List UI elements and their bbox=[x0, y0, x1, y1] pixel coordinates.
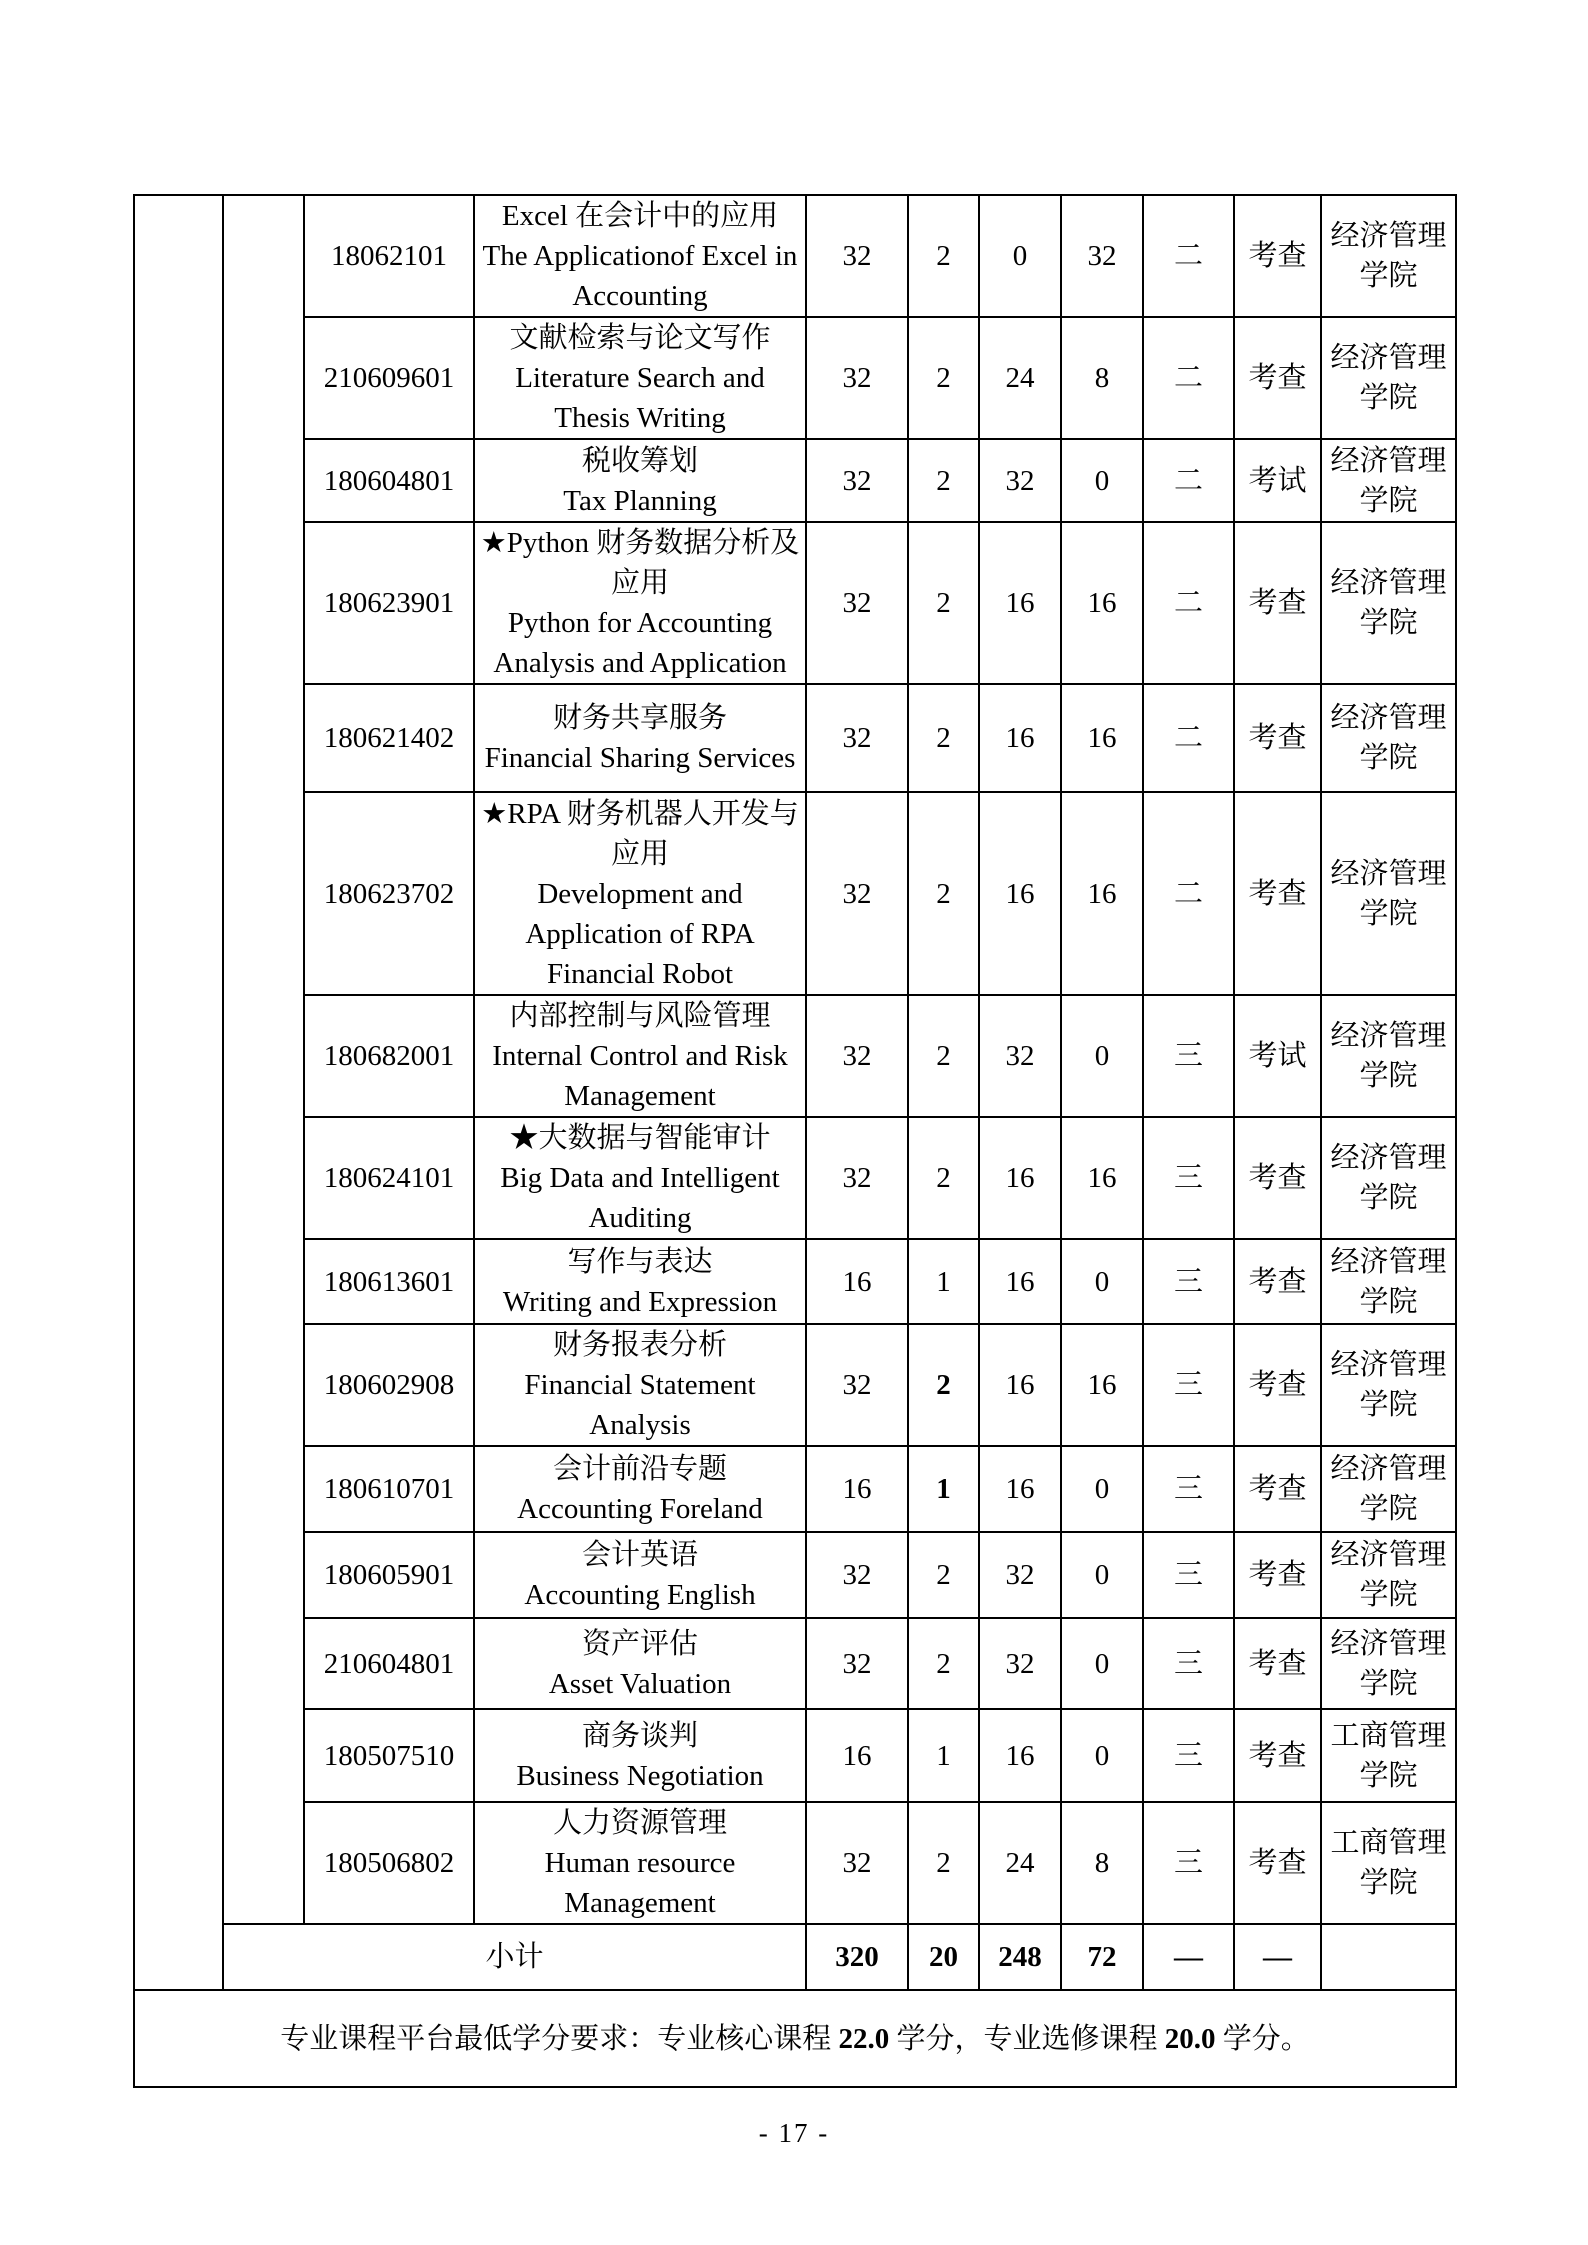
course-name-en: The Applicationof Excel in Accounting bbox=[482, 240, 798, 312]
semester: 三 bbox=[1143, 1239, 1234, 1324]
credits: 1 bbox=[908, 1709, 979, 1802]
course-code: 210609601 bbox=[304, 317, 474, 439]
semester: 三 bbox=[1143, 1709, 1234, 1802]
course-row bbox=[134, 195, 1456, 317]
semester: 三 bbox=[1143, 1117, 1234, 1239]
semester: 三 bbox=[1143, 1324, 1234, 1446]
course-name-en: Financial Sharing Services bbox=[484, 742, 796, 774]
department: 经济管理学院 bbox=[1321, 195, 1456, 317]
course-name-en: Human resource Management bbox=[544, 1847, 736, 1919]
course-name bbox=[474, 1239, 806, 1324]
practice-hours: 8 bbox=[1061, 317, 1143, 439]
assessment-type: 考查 bbox=[1234, 1709, 1321, 1802]
credits: 2 bbox=[908, 439, 979, 522]
course-name-zh: ★Python 财务数据分析及应用 bbox=[480, 527, 800, 599]
lecture-hours: 16 bbox=[979, 1239, 1061, 1324]
practice-hours: 16 bbox=[1061, 522, 1143, 684]
semester: 二 bbox=[1143, 439, 1234, 522]
subtotal-practice-hours: 72 bbox=[1061, 1924, 1143, 1990]
total-hours: 32 bbox=[806, 792, 908, 995]
course-name-en: Python for Accounting Analysis and Application bbox=[493, 607, 787, 679]
semester: 二 bbox=[1143, 792, 1234, 995]
category-cell bbox=[134, 195, 223, 1990]
credits: 2 bbox=[908, 1532, 979, 1618]
practice-hours: 0 bbox=[1061, 1618, 1143, 1709]
department: 经济管理学院 bbox=[1321, 1117, 1456, 1239]
semester: 二 bbox=[1143, 522, 1234, 684]
credits: 2 bbox=[908, 684, 979, 792]
total-hours: 32 bbox=[806, 1618, 908, 1709]
lecture-hours: 16 bbox=[979, 1446, 1061, 1532]
course-name bbox=[474, 439, 806, 522]
semester: 三 bbox=[1143, 1446, 1234, 1532]
course-name-zh: 财务共享服务 bbox=[552, 702, 727, 734]
note-text-segment: 学分，专业选修课程 bbox=[889, 2022, 1165, 2055]
course-name bbox=[474, 1802, 806, 1924]
semester: 三 bbox=[1143, 1532, 1234, 1618]
department: 经济管理学院 bbox=[1321, 1446, 1456, 1532]
credits: 2 bbox=[908, 1324, 979, 1446]
course-code: 180604801 bbox=[304, 439, 474, 522]
course-code: 180602908 bbox=[304, 1324, 474, 1446]
lecture-hours: 16 bbox=[979, 792, 1061, 995]
subtotal-assessment-dash: — bbox=[1234, 1924, 1321, 1990]
lecture-hours: 0 bbox=[979, 195, 1061, 317]
course-row bbox=[134, 1239, 1456, 1324]
lecture-hours: 24 bbox=[979, 1802, 1061, 1924]
note-credit-value: 20.0 bbox=[1164, 2022, 1216, 2055]
practice-hours: 0 bbox=[1061, 1709, 1143, 1802]
note-row bbox=[134, 1990, 1456, 2087]
note-text bbox=[134, 1990, 1456, 2087]
note-credit-value: 22.0 bbox=[838, 2022, 890, 2055]
practice-hours: 16 bbox=[1061, 792, 1143, 995]
course-name-zh: 会计前沿专题 bbox=[552, 1453, 727, 1485]
course-name-zh: 内部控制与风险管理 bbox=[509, 1000, 771, 1032]
course-code: 210604801 bbox=[304, 1618, 474, 1709]
total-hours: 32 bbox=[806, 995, 908, 1117]
course-name-zh: 会计英语 bbox=[581, 1539, 698, 1571]
department: 经济管理学院 bbox=[1321, 995, 1456, 1117]
note-text-segment: 专业课程平台最低学分要求：专业核心课程 bbox=[280, 2022, 839, 2055]
lecture-hours: 32 bbox=[979, 995, 1061, 1117]
total-hours: 32 bbox=[806, 1532, 908, 1618]
course-row bbox=[134, 1324, 1456, 1446]
department: 经济管理学院 bbox=[1321, 792, 1456, 995]
total-hours: 16 bbox=[806, 1446, 908, 1532]
course-code: 180610701 bbox=[304, 1446, 474, 1532]
course-row bbox=[134, 1802, 1456, 1924]
practice-hours: 0 bbox=[1061, 1239, 1143, 1324]
assessment-type: 考查 bbox=[1234, 522, 1321, 684]
total-hours: 32 bbox=[806, 1802, 908, 1924]
practice-hours: 8 bbox=[1061, 1802, 1143, 1924]
assessment-type: 考查 bbox=[1234, 1239, 1321, 1324]
practice-hours: 0 bbox=[1061, 1532, 1143, 1618]
credits: 1 bbox=[908, 1239, 979, 1324]
course-name-en: Business Negotiation bbox=[516, 1759, 764, 1792]
lecture-hours: 32 bbox=[979, 439, 1061, 522]
total-hours: 32 bbox=[806, 1117, 908, 1239]
department: 经济管理学院 bbox=[1321, 1618, 1456, 1709]
department: 经济管理学院 bbox=[1321, 1239, 1456, 1324]
course-name-zh: 写作与表达 bbox=[567, 1245, 713, 1278]
assessment-type: 考查 bbox=[1234, 1802, 1321, 1924]
assessment-type: 考查 bbox=[1234, 1446, 1321, 1532]
course-row bbox=[134, 522, 1456, 684]
course-row bbox=[134, 317, 1456, 439]
assessment-type: 考查 bbox=[1234, 195, 1321, 317]
practice-hours: 32 bbox=[1061, 195, 1143, 317]
lecture-hours: 16 bbox=[979, 684, 1061, 792]
course-name-zh: ★大数据与智能审计 bbox=[509, 1122, 771, 1154]
total-hours: 16 bbox=[806, 1709, 908, 1802]
subtotal-row bbox=[134, 1924, 1456, 1990]
assessment-type: 考查 bbox=[1234, 1324, 1321, 1446]
course-name-en: Accounting English bbox=[524, 1579, 756, 1611]
lecture-hours: 24 bbox=[979, 317, 1061, 439]
assessment-type: 考查 bbox=[1234, 1117, 1321, 1239]
department: 经济管理学院 bbox=[1321, 1324, 1456, 1446]
course-row bbox=[134, 792, 1456, 995]
credits: 2 bbox=[908, 522, 979, 684]
course-name bbox=[474, 792, 806, 995]
semester: 二 bbox=[1143, 195, 1234, 317]
course-name bbox=[474, 995, 806, 1117]
credits: 2 bbox=[908, 995, 979, 1117]
assessment-type: 考查 bbox=[1234, 317, 1321, 439]
course-name-en: Big Data and Intelligent Auditing bbox=[500, 1162, 780, 1234]
credits: 2 bbox=[908, 317, 979, 439]
course-code: 180623702 bbox=[304, 792, 474, 995]
curriculum-table bbox=[133, 194, 1457, 2088]
course-name-en: Accounting Foreland bbox=[517, 1493, 763, 1525]
semester: 二 bbox=[1143, 684, 1234, 792]
assessment-type: 考试 bbox=[1234, 439, 1321, 522]
course-name-zh: 税收筹划 bbox=[581, 444, 698, 477]
course-name bbox=[474, 522, 806, 684]
subtotal-department bbox=[1321, 1924, 1456, 1990]
subcategory-cell bbox=[223, 195, 304, 1924]
course-name-en: Development and Application of RPA Financial Robot bbox=[525, 877, 755, 990]
subtotal-total-hours: 320 bbox=[806, 1924, 908, 1990]
assessment-type: 考查 bbox=[1234, 1532, 1321, 1618]
course-name bbox=[474, 1709, 806, 1802]
department: 经济管理学院 bbox=[1321, 317, 1456, 439]
semester: 三 bbox=[1143, 1618, 1234, 1709]
course-row bbox=[134, 1446, 1456, 1532]
course-row bbox=[134, 1532, 1456, 1618]
course-name-zh: ★RPA 财务机器人开发与应用 bbox=[481, 797, 799, 870]
course-code: 180623901 bbox=[304, 522, 474, 684]
course-code: 180624101 bbox=[304, 1117, 474, 1239]
course-row bbox=[134, 1618, 1456, 1709]
total-hours: 32 bbox=[806, 522, 908, 684]
semester: 二 bbox=[1143, 317, 1234, 439]
course-name-zh: 人力资源管理 bbox=[552, 1807, 727, 1839]
practice-hours: 16 bbox=[1061, 1117, 1143, 1239]
note-text-segment: 学分。 bbox=[1215, 2022, 1310, 2055]
department: 经济管理学院 bbox=[1321, 1532, 1456, 1618]
course-name-en: Internal Control and Risk Management bbox=[492, 1040, 788, 1112]
total-hours: 32 bbox=[806, 684, 908, 792]
assessment-type: 考试 bbox=[1234, 995, 1321, 1117]
course-name-en: Financial Statement Analysis bbox=[524, 1369, 756, 1441]
credits: 2 bbox=[908, 1618, 979, 1709]
total-hours: 32 bbox=[806, 195, 908, 317]
course-name bbox=[474, 1446, 806, 1532]
course-name bbox=[474, 1532, 806, 1618]
credits: 2 bbox=[908, 1802, 979, 1924]
lecture-hours: 16 bbox=[979, 1709, 1061, 1802]
course-name-zh: Excel 在会计中的应用 bbox=[501, 200, 779, 232]
practice-hours: 16 bbox=[1061, 684, 1143, 792]
total-hours: 16 bbox=[806, 1239, 908, 1324]
assessment-type: 考查 bbox=[1234, 1618, 1321, 1709]
lecture-hours: 32 bbox=[979, 1532, 1061, 1618]
page-number: - 17 - bbox=[758, 2118, 830, 2148]
practice-hours: 0 bbox=[1061, 439, 1143, 522]
course-name bbox=[474, 1618, 806, 1709]
lecture-hours: 16 bbox=[979, 1324, 1061, 1446]
course-name-zh: 商务谈判 bbox=[581, 1719, 698, 1752]
lecture-hours: 16 bbox=[979, 522, 1061, 684]
practice-hours: 0 bbox=[1061, 995, 1143, 1117]
course-name-en: Tax Planning bbox=[563, 484, 717, 517]
credits: 2 bbox=[908, 1117, 979, 1239]
course-name-zh: 财务报表分析 bbox=[552, 1329, 727, 1361]
course-code: 180507510 bbox=[304, 1709, 474, 1802]
course-name-en: Writing and Expression bbox=[502, 1285, 778, 1318]
course-name-zh: 文献检索与论文写作 bbox=[509, 322, 771, 354]
department: 经济管理学院 bbox=[1321, 522, 1456, 684]
subtotal-semester-dash: — bbox=[1143, 1924, 1234, 1990]
assessment-type: 考查 bbox=[1234, 792, 1321, 995]
course-code: 180682001 bbox=[304, 995, 474, 1117]
credits: 2 bbox=[908, 195, 979, 317]
assessment-type: 考查 bbox=[1234, 684, 1321, 792]
total-hours: 32 bbox=[806, 439, 908, 522]
department: 经济管理学院 bbox=[1321, 439, 1456, 522]
course-row bbox=[134, 1709, 1456, 1802]
course-row bbox=[134, 684, 1456, 792]
practice-hours: 0 bbox=[1061, 1446, 1143, 1532]
subtotal-credits: 20 bbox=[908, 1924, 979, 1990]
course-name bbox=[474, 1117, 806, 1239]
course-code: 18062101 bbox=[304, 195, 474, 317]
course-name-zh: 资产评估 bbox=[581, 1627, 698, 1660]
subtotal-lecture-hours: 248 bbox=[979, 1924, 1061, 1990]
course-code: 180613601 bbox=[304, 1239, 474, 1324]
semester: 三 bbox=[1143, 995, 1234, 1117]
course-row bbox=[134, 439, 1456, 522]
lecture-hours: 16 bbox=[979, 1117, 1061, 1239]
department: 工商管理学院 bbox=[1321, 1802, 1456, 1924]
course-row bbox=[134, 1117, 1456, 1239]
course-name bbox=[474, 317, 806, 439]
course-code: 180621402 bbox=[304, 684, 474, 792]
department: 经济管理学院 bbox=[1321, 684, 1456, 792]
semester: 三 bbox=[1143, 1802, 1234, 1924]
total-hours: 32 bbox=[806, 317, 908, 439]
course-name bbox=[474, 684, 806, 792]
course-name bbox=[474, 1324, 806, 1446]
credits: 2 bbox=[908, 792, 979, 995]
course-name-en: Asset Valuation bbox=[548, 1667, 732, 1700]
department: 工商管理学院 bbox=[1321, 1709, 1456, 1802]
total-hours: 32 bbox=[806, 1324, 908, 1446]
course-code: 180605901 bbox=[304, 1532, 474, 1618]
credits: 1 bbox=[908, 1446, 979, 1532]
course-row bbox=[134, 995, 1456, 1117]
lecture-hours: 32 bbox=[979, 1618, 1061, 1709]
practice-hours: 16 bbox=[1061, 1324, 1143, 1446]
curriculum-table-body bbox=[134, 195, 1456, 2087]
course-code: 180506802 bbox=[304, 1802, 474, 1924]
subtotal-label: 小计 bbox=[223, 1924, 806, 1990]
course-name bbox=[474, 195, 806, 317]
course-name-en: Literature Search and Thesis Writing bbox=[515, 362, 765, 434]
